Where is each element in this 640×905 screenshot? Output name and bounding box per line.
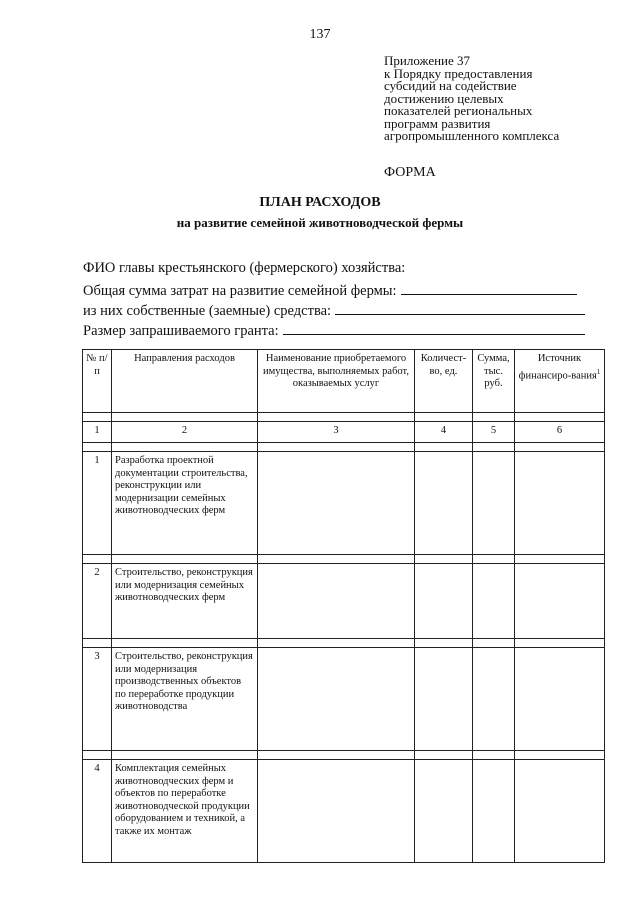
column-number: 3 xyxy=(258,422,415,443)
appendix-note xyxy=(384,55,624,143)
appendix-line: программ развития xyxy=(384,115,491,131)
total-cost-label: Общая сумма затрат на развитие семейной фермы: xyxy=(83,283,397,299)
total-cost-field xyxy=(83,281,577,300)
row-number: 4 xyxy=(83,760,112,863)
row-name-cell[interactable] xyxy=(258,648,415,751)
table-spacer-row xyxy=(83,555,605,564)
column-number: 5 xyxy=(473,422,515,443)
appendix-line: агропромышленного комплекса xyxy=(384,128,560,143)
appendix-line: Приложение 37 xyxy=(384,53,471,68)
header-direction: Направления расходов xyxy=(112,350,258,413)
column-number: 2 xyxy=(112,422,258,443)
row-number: 2 xyxy=(83,564,112,639)
appendix-line: к Порядку предоставления xyxy=(384,65,533,81)
table-row xyxy=(83,452,605,555)
row-name-cell[interactable] xyxy=(258,452,415,555)
table-row xyxy=(83,648,605,751)
appendix-line: субсидий на содействие xyxy=(384,78,517,93)
grant-size-input-line[interactable] xyxy=(283,321,585,335)
column-number: 6 xyxy=(515,422,605,443)
row-number: 3 xyxy=(83,648,112,751)
table-spacer-row xyxy=(83,413,605,422)
row-sum-cell[interactable] xyxy=(473,648,515,751)
row-direction: Строительство, реконструкция или модернизация семейных животноводческих ферм xyxy=(112,564,258,639)
appendix-line: показателей региональных xyxy=(384,103,533,118)
page-number: 137 xyxy=(309,27,331,42)
header-source-label: Источник финансиро-вания xyxy=(518,353,597,381)
table-header-row xyxy=(83,350,605,413)
expense-plan-table xyxy=(82,349,605,863)
row-source-cell[interactable] xyxy=(515,648,605,751)
row-name-cell[interactable] xyxy=(258,760,415,863)
head-name-label: ФИО главы крестьянского (фермерского) хозяйства: xyxy=(83,260,406,276)
row-source-cell[interactable] xyxy=(515,760,605,863)
footnote-marker: 1 xyxy=(596,367,601,376)
row-source-cell[interactable] xyxy=(515,564,605,639)
row-quantity-cell[interactable] xyxy=(415,648,473,751)
row-sum-cell[interactable] xyxy=(473,760,515,863)
table-row xyxy=(83,760,605,863)
table-spacer-row xyxy=(83,751,605,760)
own-funds-label: из них собственные (заемные) средства: xyxy=(83,303,332,319)
form-label: ФОРМА xyxy=(384,165,436,180)
row-quantity-cell[interactable] xyxy=(415,760,473,863)
document-title: ПЛАН РАСХОДОВ xyxy=(259,195,381,210)
row-sum-cell[interactable] xyxy=(473,452,515,555)
header-name: Наименование приобретаемого имущества, выполняемых работ, оказываемых услуг xyxy=(258,350,415,413)
column-numbers-row xyxy=(83,422,605,443)
header-num: № п/п xyxy=(83,350,112,413)
table-row xyxy=(83,564,605,639)
row-sum-cell[interactable] xyxy=(473,564,515,639)
own-funds-field xyxy=(83,301,585,320)
appendix-line: достижению целевых xyxy=(384,90,504,106)
grant-size-field xyxy=(83,321,585,340)
total-cost-input-line[interactable] xyxy=(401,281,577,295)
head-name-field xyxy=(83,260,405,277)
row-number: 1 xyxy=(83,452,112,555)
row-direction: Комплектация семейных животноводческих ферм и объектов по переработке животноводческой продукции оборудованием и техникой, а также их монтаж xyxy=(112,760,258,863)
header-source xyxy=(515,350,605,413)
table-spacer-row xyxy=(83,639,605,648)
header-sum: Сумма, тыс. руб. xyxy=(473,350,515,413)
column-number: 4 xyxy=(415,422,473,443)
document-subtitle: на развитие семейной животноводческой фермы xyxy=(176,215,464,230)
header-quantity: Количест-во, ед. xyxy=(415,350,473,413)
own-funds-input-line[interactable] xyxy=(335,301,585,315)
row-quantity-cell[interactable] xyxy=(415,452,473,555)
grant-size-label: Размер запрашиваемого гранта: xyxy=(83,323,279,339)
row-direction: Разработка проектной документации строительства, реконструкции или модернизации семейных животноводческих ферм xyxy=(112,452,258,555)
row-direction: Строительство, реконструкция или модернизация производственных объектов по переработке продукции животноводства xyxy=(112,648,258,751)
column-number: 1 xyxy=(83,422,112,443)
table-spacer-row xyxy=(83,443,605,452)
row-quantity-cell[interactable] xyxy=(415,564,473,639)
row-name-cell[interactable] xyxy=(258,564,415,639)
row-source-cell[interactable] xyxy=(515,452,605,555)
